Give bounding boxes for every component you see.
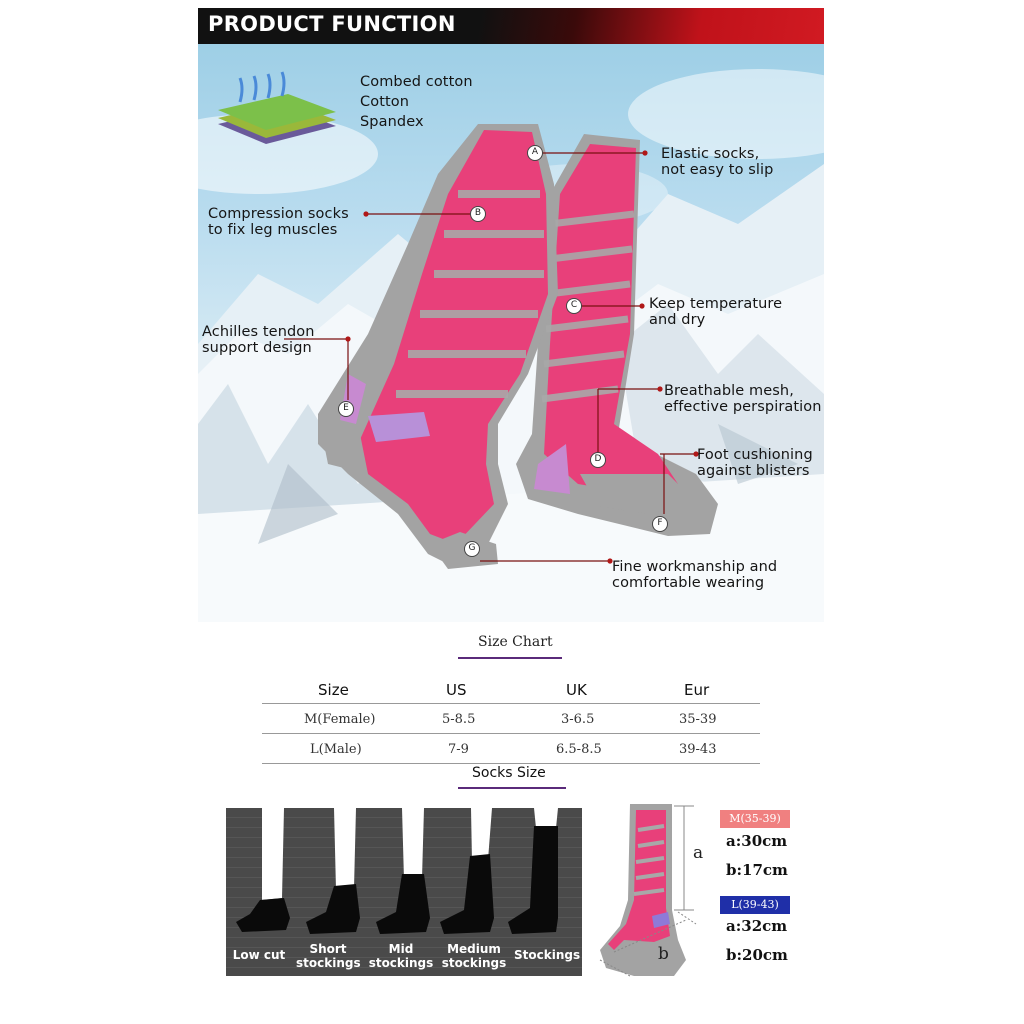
sock-type-medium: Medium stockings [441, 942, 507, 970]
table-cell: M(Female) [304, 712, 376, 727]
dimension-b-label: b [658, 944, 669, 964]
table-divider [262, 733, 760, 734]
product-function-image [198, 44, 824, 622]
table-cell: 35-39 [679, 712, 717, 727]
measurement-sock-image [594, 800, 698, 980]
table-cell: 6.5-8.5 [556, 742, 602, 757]
size-l-b: b:20cm [726, 946, 788, 964]
marker-a: A [527, 145, 543, 161]
feature-label-g: Fine workmanship and comfortable wearing [612, 559, 778, 591]
marker-b: B [470, 206, 486, 222]
socks-size-title: Socks Size [472, 765, 546, 781]
size-chart-title: Size Chart [478, 634, 553, 650]
socks-size-underline [458, 787, 566, 789]
layer-label-combed-cotton: Combed cotton [360, 74, 473, 90]
table-cell: 3-6.5 [561, 712, 595, 727]
layer-label-cotton: Cotton [360, 94, 410, 110]
feature-label-e: Achilles tendon support design [202, 324, 315, 356]
marker-e: E [338, 401, 354, 417]
feature-label-f: Foot cushioning against blisters [697, 447, 813, 479]
sock-type-mid: Mid stockings [368, 942, 434, 970]
feature-label-a: Elastic socks, not easy to slip [661, 146, 774, 178]
feature-label-c: Keep temperature and dry [649, 296, 783, 328]
size-chart-underline [458, 657, 562, 659]
table-header-us: US [446, 681, 467, 699]
size-badge-m: M(35-39) [720, 810, 790, 828]
marker-d: D [590, 452, 606, 468]
sock-type-low-cut: Low cut [232, 948, 286, 962]
table-header-size: Size [318, 681, 349, 699]
table-cell: 39-43 [679, 742, 717, 757]
table-divider [262, 703, 760, 704]
table-header-uk: UK [566, 681, 587, 699]
size-m-b: b:17cm [726, 861, 788, 879]
sock-type-stockings: Stockings [514, 948, 581, 962]
dimension-a-label: a [693, 843, 704, 863]
page-title: PRODUCT FUNCTION [208, 12, 456, 36]
table-cell: 7-9 [448, 742, 469, 757]
marker-f: F [652, 516, 668, 532]
size-badge-l: L(39-43) [720, 896, 790, 914]
feature-label-b: Compression socks to fix leg muscles [208, 206, 349, 238]
sock-type-short: Short stockings [296, 942, 361, 970]
table-cell: 5-8.5 [442, 712, 476, 727]
table-header-eur: Eur [684, 681, 710, 699]
size-l-a: a:32cm [726, 917, 788, 935]
layer-label-spandex: Spandex [360, 114, 424, 130]
marker-g: G [464, 541, 480, 557]
marker-c: C [566, 298, 582, 314]
size-m-a: a:30cm [726, 832, 788, 850]
table-cell: L(Male) [310, 742, 362, 757]
feature-label-d: Breathable mesh, effective perspiration [664, 383, 822, 415]
sock-types-panel [226, 808, 582, 976]
table-divider [262, 763, 760, 764]
